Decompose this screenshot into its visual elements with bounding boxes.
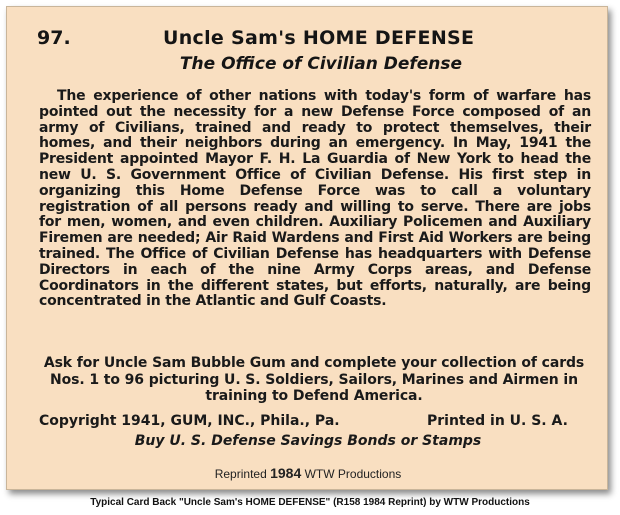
card-subtitle: The Office of Civilian Defense	[179, 54, 463, 74]
card-number: 97.	[37, 27, 71, 49]
printed-in-line: Printed in U. S. A.	[427, 413, 568, 429]
reprint-year: 1984	[270, 465, 302, 481]
copyright-line: Copyright 1941, GUM, INC., Phila., Pa.	[39, 413, 340, 429]
collection-notice: Ask for Uncle Sam Bubble Gum and complete your collection of cards Nos. 1 to 96 picturing U. S. Soldiers, Sailors, Marines and Airmen in training to Defend America.	[43, 355, 585, 404]
reprint-line	[7, 465, 609, 481]
reprint-suffix: WTW Productions	[304, 467, 402, 481]
card-back	[6, 6, 608, 490]
card-title: Uncle Sam's HOME DEFENSE	[163, 27, 475, 49]
image-caption: Typical Card Back "Uncle Sam's HOME DEFENSE" (R158 1984 Reprint) by WTW Productions	[90, 497, 530, 508]
reprint-prefix: Reprinted	[214, 467, 267, 481]
card-body-text: The experience of other nations with today's form of warfare has pointed out the necessity for a new Defense Force composed of an army of Civilians, trained and ready to protect themselves, their homes, and their neighbors during an emergency. In May, 1941 the President appointed Mayor F. H. La Guardia of New York to head the new U. S. Government Office of Civilian Defense. His first step in organizing this Home Defense Force was to call a voluntary registration of all persons ready and willing to serve. There are jobs for men, women, and even children. Auxiliary Policemen and Auxiliary Firemen are needed; Air Raid Wardens and First Aid Workers are being trained. The Office of Civilian Defense has headquarters with Defense Directors in each of the nine Army Corps areas, and Defense Coordinators in the different states, but efforts, naturally, are being concentrated in the Atlantic and Gulf Coasts.	[39, 88, 591, 310]
bonds-slogan: Buy U. S. Defense Savings Bonds or Stamps	[134, 433, 482, 449]
